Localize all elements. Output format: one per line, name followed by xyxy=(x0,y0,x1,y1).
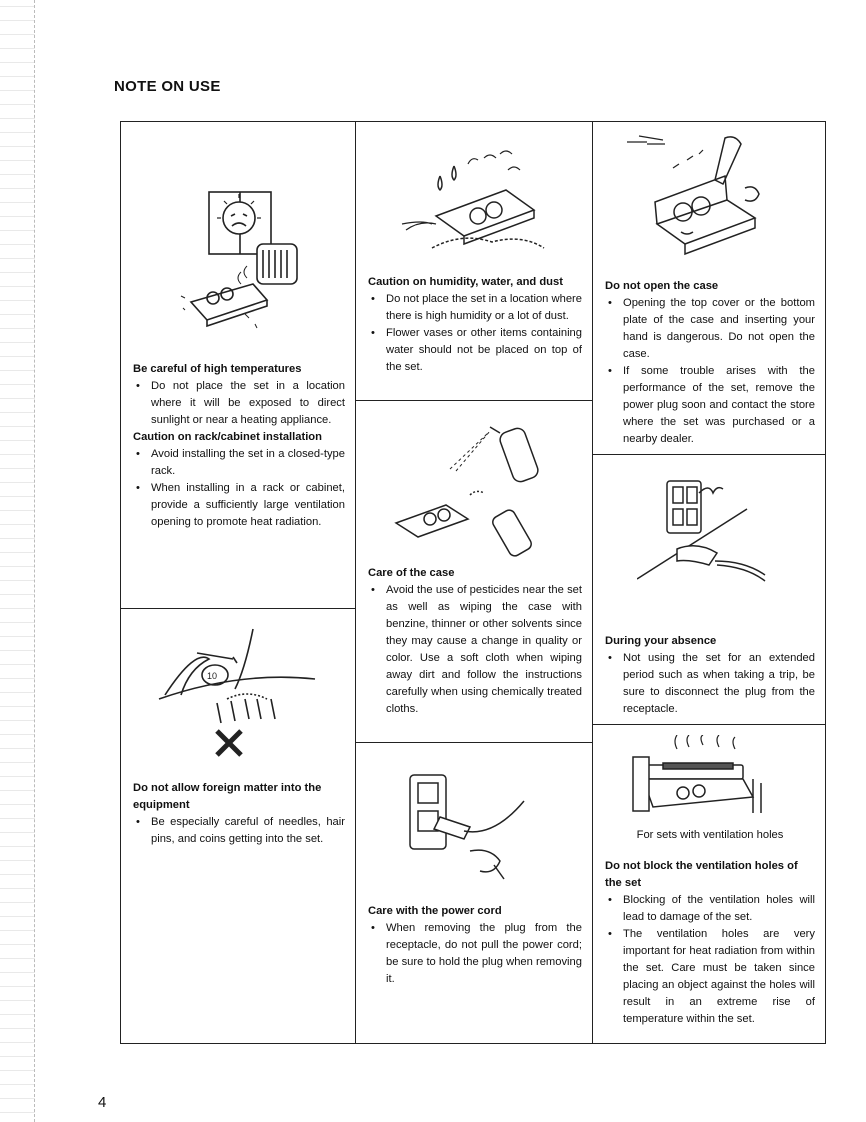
heading-humidity: Caution on humidity, water, and dust xyxy=(368,276,563,288)
cell-case-care xyxy=(356,400,592,742)
column-1 xyxy=(121,122,356,1043)
list-item: • The ventilation holes are very important for heat radiation from within the set. Care must be taken since placing an object against the holes will result in an extreme rise of temperature within the set. xyxy=(605,926,815,1028)
list-item: • Be especially careful of needles, hair pins, and coins getting into the set. xyxy=(133,814,345,848)
unplugged-cord-illustration xyxy=(637,473,787,583)
heading-rack-installation: Caution on rack/cabinet installation xyxy=(133,431,322,443)
heading-power-cord: Care with the power cord xyxy=(368,905,502,917)
cell-power-cord xyxy=(356,742,592,1045)
cell-absence xyxy=(593,454,825,724)
ventilation-list xyxy=(605,892,815,1028)
case-care-list xyxy=(368,582,582,718)
power-cord-list xyxy=(368,920,582,988)
sun-heater-illustration xyxy=(161,186,311,336)
list-item: • When installing in a rack or cabinet, provide a sufficiently large ventilation opening to promote heat radiation. xyxy=(133,480,345,531)
foreign-matter-list xyxy=(133,814,345,848)
ventilation-caption: For sets with ventilation holes xyxy=(636,829,784,841)
power-cord-text xyxy=(368,903,582,988)
heading-ventilation: Do not block the ventilation holes of the set xyxy=(605,860,798,889)
absence-list xyxy=(605,650,815,718)
scan-edge xyxy=(0,0,35,1122)
column-3 xyxy=(593,122,825,1043)
list-item: • When removing the plug from the receptacle, do not pull the power cord; be sure to hold the plug when removing it. xyxy=(368,920,582,988)
notes-frame xyxy=(120,121,826,1044)
cell-humidity xyxy=(356,122,592,400)
heading-open-case: Do not open the case xyxy=(605,280,719,292)
humidity-list xyxy=(368,291,582,376)
list-item: • Avoid the use of pesticides near the set as well as wiping the case with benzine, thinner or other solvents since they may cause a change in quality or color. Use a soft cloth when wiping away dirt and follow the instructions carefully when using chemically treated cloths. xyxy=(368,582,582,718)
pins-coins-illustration xyxy=(157,619,327,769)
blocked-vents-illustration xyxy=(623,735,773,825)
list-item: • If some trouble arises with the performance of the set, remove the power plug soon and contact the store where the set was purchased or a nearby dealer. xyxy=(605,363,815,448)
svg-text:10: 10 xyxy=(207,671,218,681)
foreign-matter-text xyxy=(133,780,345,848)
rack-installation-list xyxy=(133,446,345,531)
cell-high-temperature xyxy=(121,122,355,608)
high-temperature-list xyxy=(133,378,345,429)
open-case-text xyxy=(605,278,815,448)
cell-open-case xyxy=(593,122,825,454)
cell-foreign-matter xyxy=(121,608,355,1045)
heading-foreign-matter: Do not allow foreign matter into the equipment xyxy=(133,782,322,811)
cell-ventilation xyxy=(593,724,825,1045)
heading-absence: During your absence xyxy=(605,635,717,647)
spray-cans-illustration xyxy=(390,411,550,561)
water-dust-illustration xyxy=(396,140,556,258)
case-care-text xyxy=(368,565,582,718)
list-item: • Not using the set for an extended period such as when taking a trip, be sure to disconnect the plug from the receptacle. xyxy=(605,650,815,718)
absence-text xyxy=(605,633,815,718)
list-item: • Do not place the set in a location where it will be exposed to direct sunlight or near a heating appliance. xyxy=(133,378,345,429)
list-item: • Do not place the set in a location where there is high humidity or a lot of dust. xyxy=(368,291,582,325)
list-item: • Avoid installing the set in a closed-type rack. xyxy=(133,446,345,480)
column-2 xyxy=(356,122,593,1043)
open-case-illustration xyxy=(617,128,787,258)
high-temperature-text xyxy=(133,361,345,531)
humidity-text xyxy=(368,274,582,376)
plug-removal-illustration xyxy=(400,761,540,881)
ventilation-text xyxy=(605,827,815,1028)
heading-high-temperature: Be careful of high temperatures xyxy=(133,363,302,375)
open-case-list xyxy=(605,295,815,448)
list-item: • Flower vases or other items containing water should not be placed on top of the set. xyxy=(368,325,582,376)
page-number: 4 xyxy=(98,1094,107,1111)
heading-case-care: Care of the case xyxy=(368,567,455,579)
page-title: NOTE ON USE xyxy=(114,78,221,95)
list-item: • Blocking of the ventilation holes will lead to damage of the set. xyxy=(605,892,815,926)
list-item: • Opening the top cover or the bottom plate of the case and inserting your hand is dangerous. Do not open the case. xyxy=(605,295,815,363)
